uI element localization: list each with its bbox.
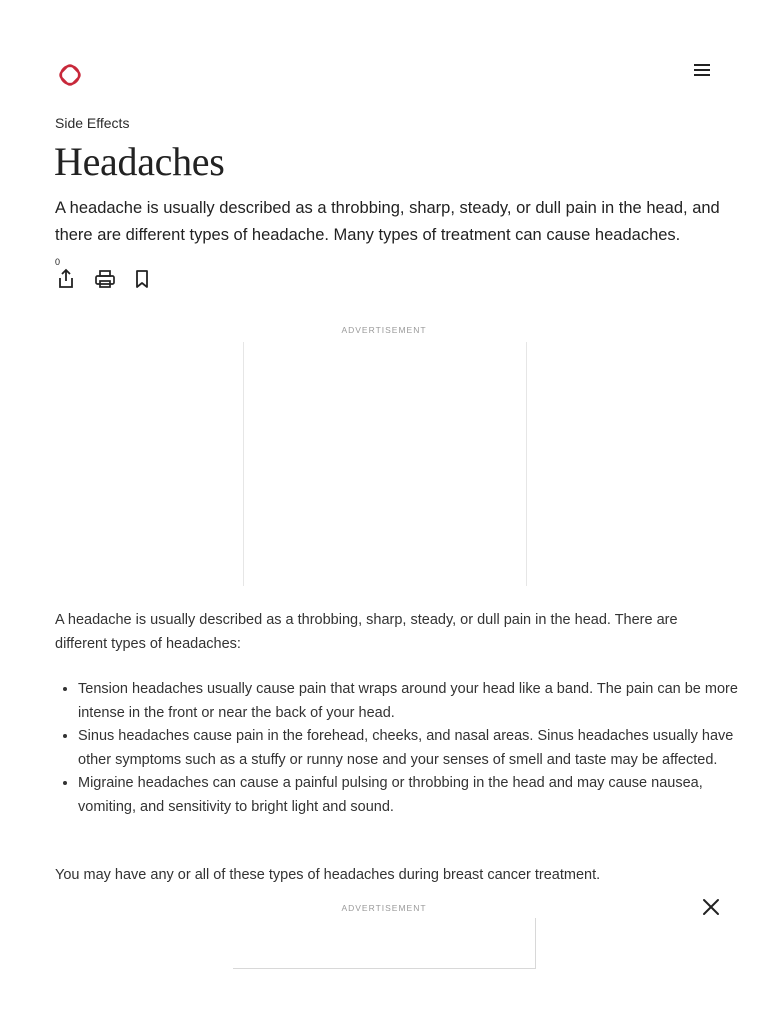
article-lede: A headache is usually described as a throbbing, sharp, steady, or dull pain in the head, and there are different types of headache. Many types of treatment can cause headaches.	[55, 199, 720, 244]
hamburger-menu-icon[interactable]	[691, 61, 713, 81]
close-icon[interactable]	[700, 896, 722, 918]
site-logo-icon[interactable]	[55, 60, 85, 90]
print-icon[interactable]	[94, 268, 116, 292]
share-count: 0	[55, 257, 61, 267]
bookmark-icon[interactable]	[133, 268, 155, 292]
category-label[interactable]: Side Effects	[55, 115, 130, 131]
list-item: • Migraine headaches can cause a painful pulsing or throbbing in the head and may cause nausea, vomiting, and sensitivity to bright light and sound.	[78, 772, 738, 819]
sticky-advertisement-label: ADVERTISEMENT	[341, 903, 427, 913]
headache-types-list	[55, 678, 738, 819]
intro-paragraph: A headache is usually described as a throbbing, sharp, steady, or dull pain in the head. There are different types of headaches:	[55, 612, 678, 652]
share-icon[interactable]	[56, 268, 78, 292]
advertisement-slot[interactable]	[243, 342, 527, 586]
list-item: • Sinus headaches cause pain in the forehead, cheeks, and nasal areas. Sinus headaches usually have other symptoms such as a stuffy or runny nose and your senses of smell and taste may be affected.	[78, 725, 738, 772]
list-item: • Tension headaches usually cause pain that wraps around your head like a band. The pain can be more intense in the front or near the back of your head.	[78, 678, 738, 725]
page-title: Headaches	[54, 139, 225, 184]
closing-paragraph: You may have any or all of these types of headaches during breast cancer treatment.	[55, 867, 601, 883]
advertisement-label: ADVERTISEMENT	[341, 325, 427, 335]
sticky-advertisement-slot[interactable]	[233, 918, 536, 969]
